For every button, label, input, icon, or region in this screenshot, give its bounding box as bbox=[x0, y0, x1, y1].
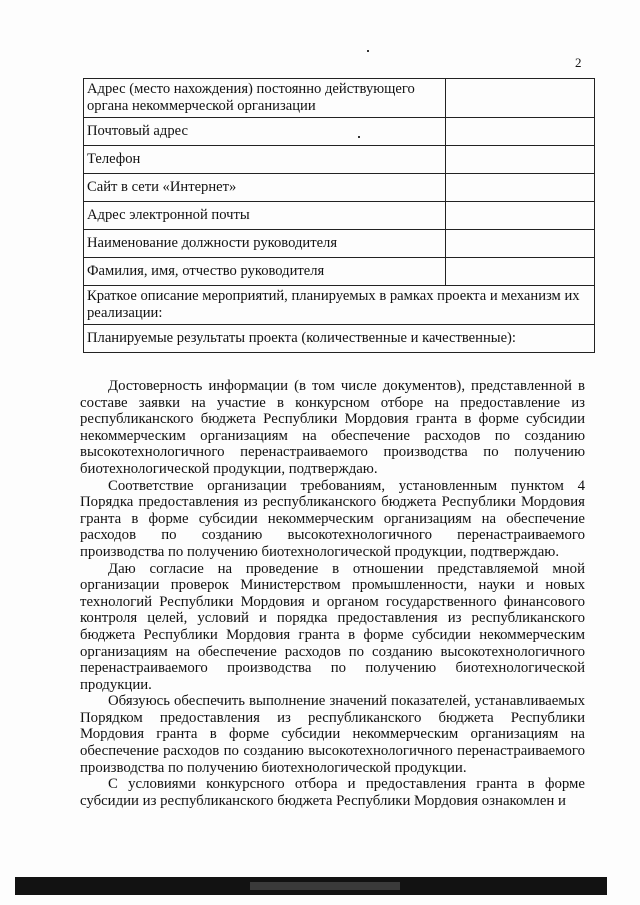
table-row bbox=[84, 118, 595, 146]
paragraph-obligation: Обязуюсь обеспечить выполнение значений показателей, устанавливаемых Порядком предоставления из республиканского бюджета Республики Мордовия гранта в форме субсидии некоммерческим организациям на обеспечение расходов по созданию высокотехнологичного перенастраиваемого производства по получению биотехнологической продукции. bbox=[80, 693, 585, 776]
row-label: Телефон bbox=[84, 146, 446, 174]
paragraph-compliance: Соответствие организации требованиям, установленным пунктом 4 Порядка предоставления из республиканского бюджета Республики Мордовия гранта в форме субсидии некоммерческим организациям на обеспечение расходов по созданию высокотехнологичного перенастраиваемого производства по получению биотехнологической продукции, подтверждаю. bbox=[80, 477, 585, 560]
table-row-full bbox=[84, 286, 595, 325]
row-value-cell bbox=[446, 79, 595, 118]
table-row-full bbox=[84, 325, 595, 353]
project-description-label: Краткое описание мероприятий, планируемых в рамках проекта и механизм их реализации: bbox=[84, 286, 595, 325]
row-label: Фамилия, имя, отчество руководителя bbox=[84, 258, 446, 286]
row-label: Адрес электронной почты bbox=[84, 202, 446, 230]
table-row bbox=[84, 230, 595, 258]
table-row bbox=[84, 174, 595, 202]
row-value-cell bbox=[446, 258, 595, 286]
paragraph-conditions: С условиями конкурсного отбора и предоставления гранта в форме субсидии из республиканского бюджета Республики Мордовия ознакомлен и bbox=[80, 776, 585, 809]
row-value-cell bbox=[446, 146, 595, 174]
page-number: 2 bbox=[575, 55, 582, 70]
table-row bbox=[84, 258, 595, 286]
row-label: Наименование должности руководителя bbox=[84, 230, 446, 258]
table-row bbox=[84, 79, 595, 118]
scan-edge-shadow bbox=[15, 877, 607, 895]
row-value-cell bbox=[446, 230, 595, 258]
row-label: Почтовый адрес bbox=[84, 118, 446, 146]
row-label: Адрес (место нахождения) постоянно действующего органа некоммерческой организации bbox=[84, 79, 446, 118]
row-label: Сайт в сети «Интернет» bbox=[84, 174, 446, 202]
paragraph-reliability: Достоверность информации (в том числе документов), представленной в составе заявки на участие в конкурсном отборе на предоставление из республиканского бюджета Республики Мордовия гранта в форме субсидии некоммерческим организациям на обеспечение расходов по созданию высокотехнологичного перенастраиваемого производства по получению биотехнологической продукции, подтверждаю. bbox=[80, 378, 585, 477]
project-results-label: Планируемые результаты проекта (количественные и качественные): bbox=[84, 325, 595, 353]
table-row bbox=[84, 202, 595, 230]
row-value-cell bbox=[446, 174, 595, 202]
table-row bbox=[84, 146, 595, 174]
scan-edge-gap bbox=[250, 882, 400, 890]
declaration-text bbox=[80, 378, 585, 809]
paragraph-consent: Даю согласие на проведение в отношении представляемой мной организации проверок Министерством промышленности, науки и новых технологий Республики Мордовия и органом государственного финансового контроля целей, условий и порядка предоставления из республиканского бюджета Республики Мордовия гранта в форме субсидии некоммерческим организациям на обеспечение расходов по созданию высокотехнологичного перенастраиваемого производства по получению биотехнологической продукции. bbox=[80, 560, 585, 693]
organization-info-table bbox=[83, 78, 595, 353]
row-value-cell bbox=[446, 118, 595, 146]
scan-speck bbox=[367, 50, 369, 52]
row-value-cell bbox=[446, 202, 595, 230]
